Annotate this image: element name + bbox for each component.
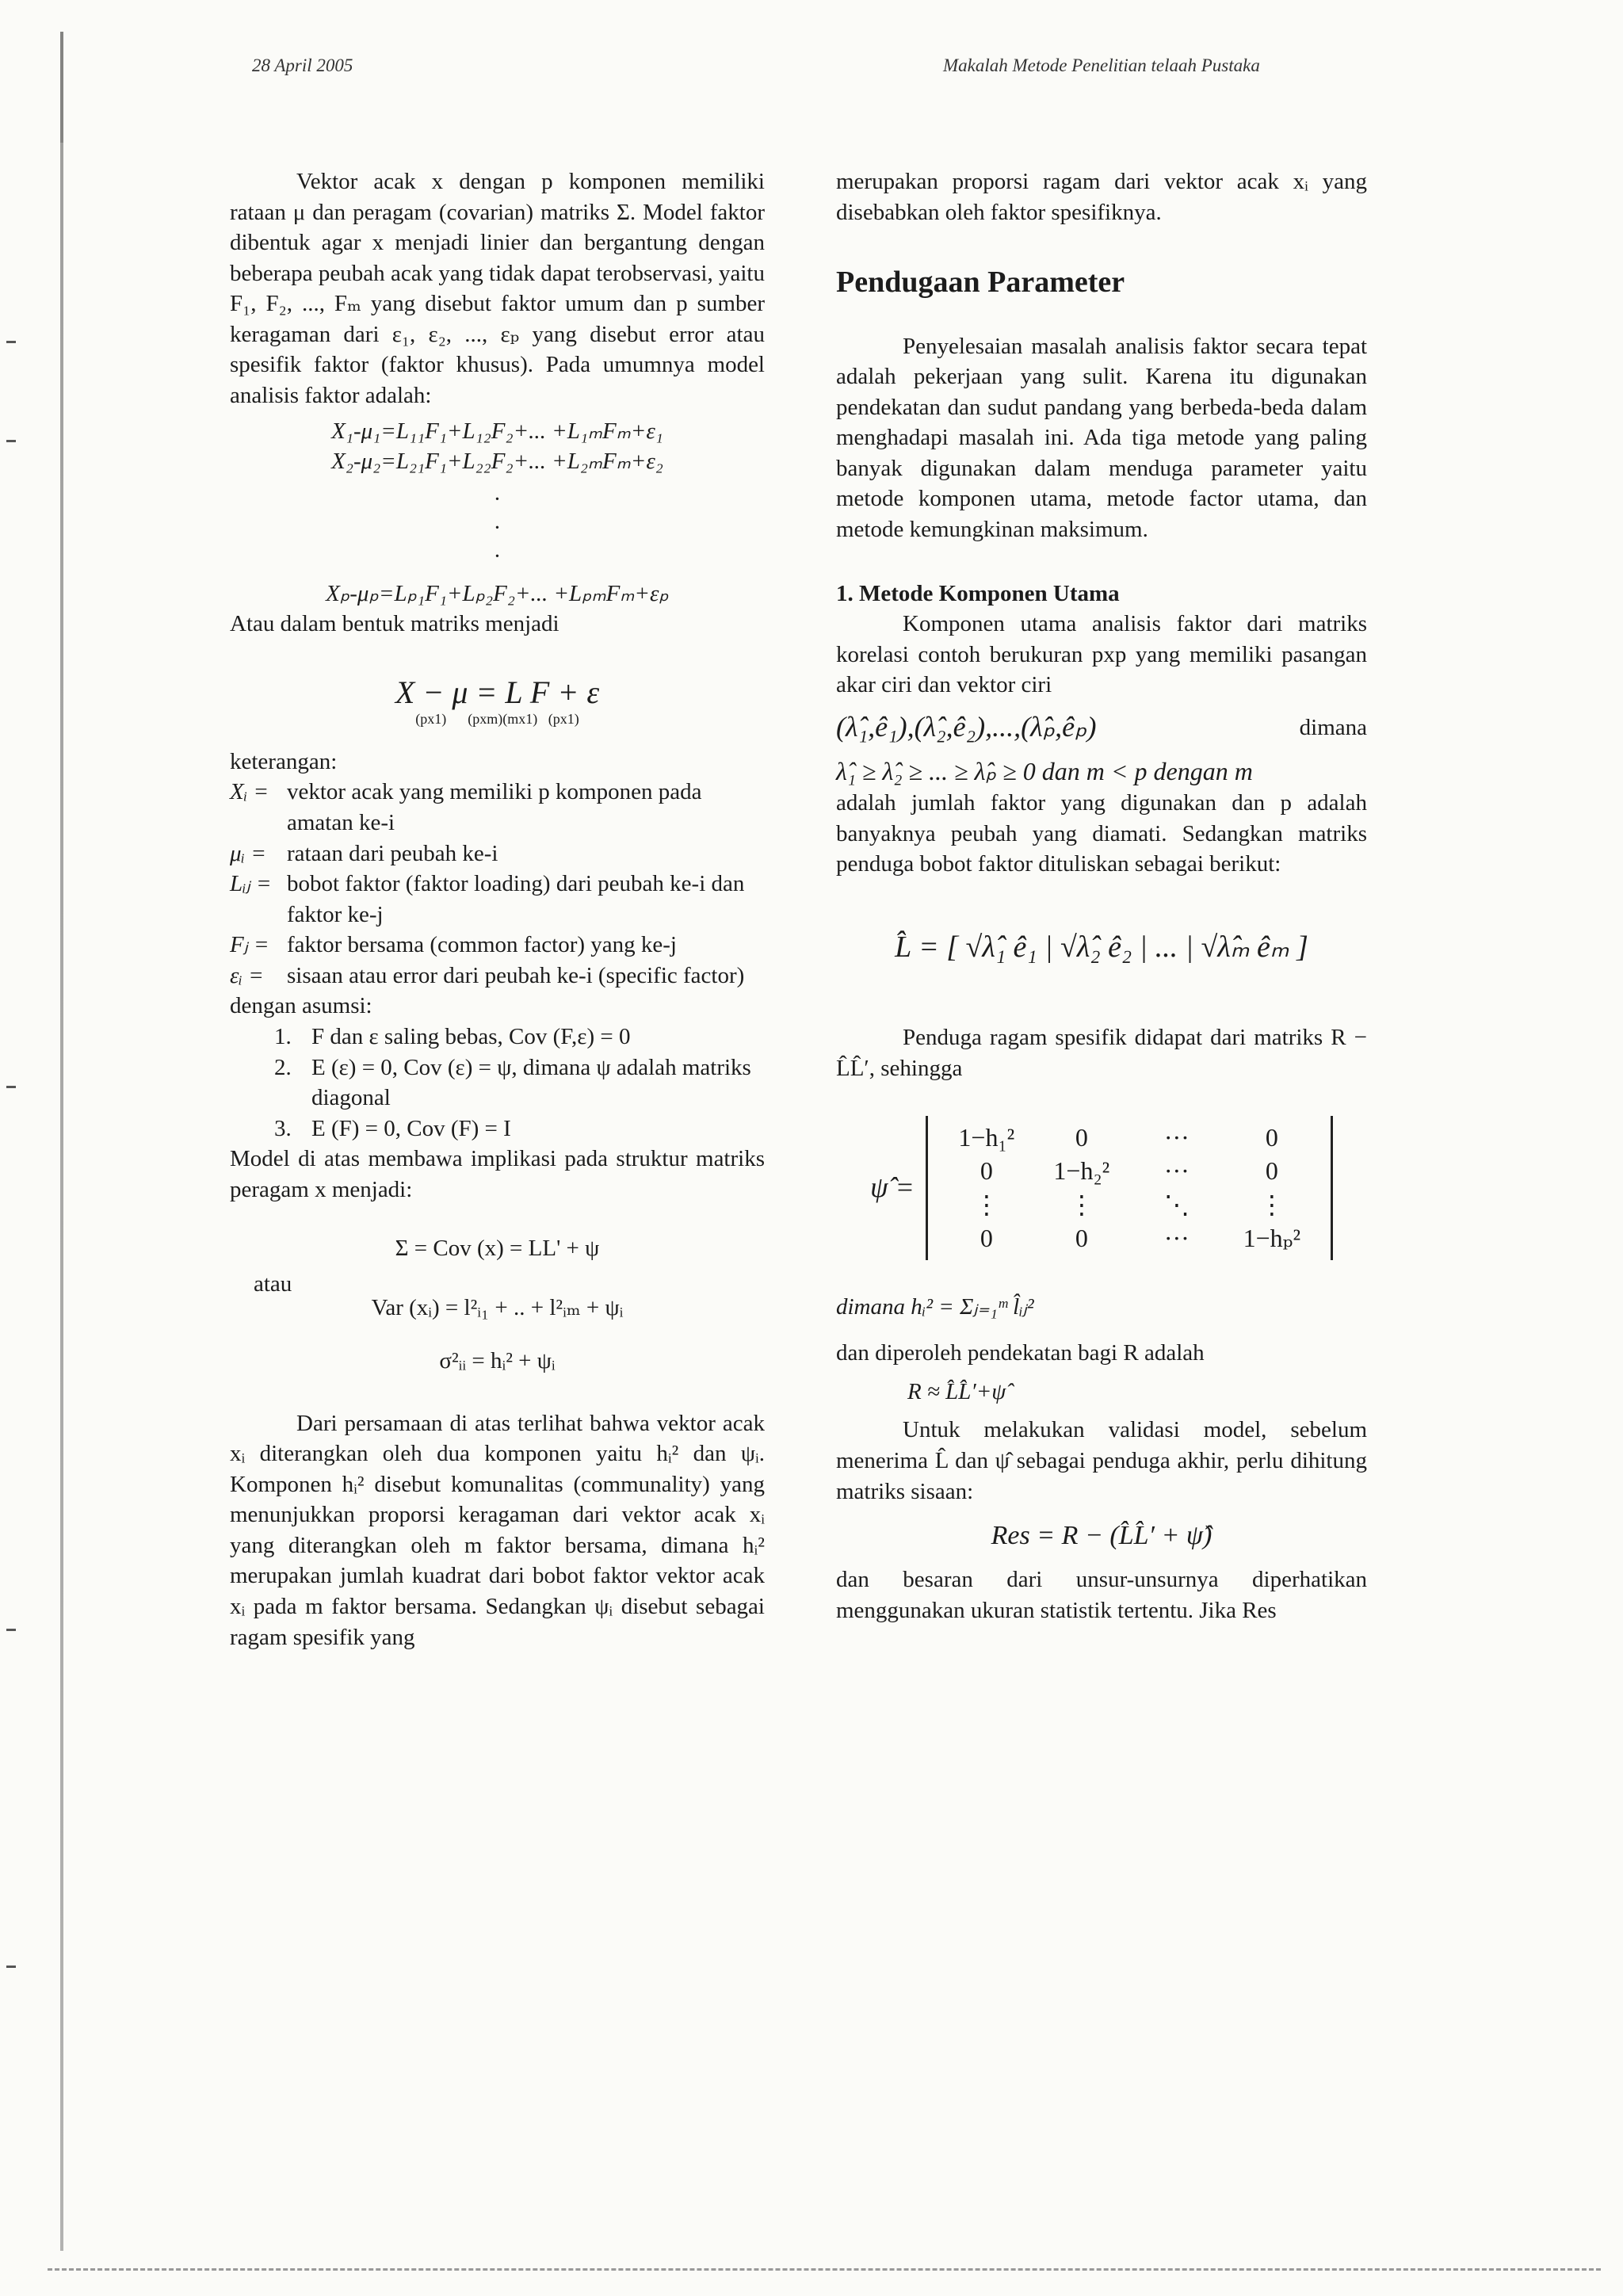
matrix-cell: ··· xyxy=(1163,1224,1190,1253)
right-column xyxy=(836,166,1367,1626)
definition: vektor acak yang memiliki p komponen pada amatan ke-i xyxy=(287,779,702,835)
definition-row xyxy=(230,839,765,869)
subsection-heading: 1. Metode Komponen Utama xyxy=(836,580,1120,606)
matrix-dimensions: (px1) (pxm)(mx1) (px1) xyxy=(415,710,579,727)
atau-label: atau xyxy=(254,1270,292,1297)
eigen-pairs: (λ̂₁,ê₁),(λ̂₂,ê₂),...,(λ̂ₚ,êₚ) xyxy=(836,710,1097,743)
matrix-cell: 0 xyxy=(980,1156,993,1186)
list-item: 2. E (ε) = 0, Cov (ε) = ψ, dimana ψ adalah matriks diagonal xyxy=(297,1052,765,1114)
paragraph: dan besaran dari unsur-unsurnya diperhatikan menggunakan ukuran statistik tertentu. Jika Res xyxy=(836,1567,1367,1623)
psi-label: ψ̂ = xyxy=(870,1171,915,1203)
vertical-dots: · · · xyxy=(493,486,502,569)
left-column xyxy=(230,166,765,1652)
symbol: εᵢ = xyxy=(230,962,264,988)
eigen-inequality: λ̂₁ ≥ λ̂₂ ≥ ... ≥ λ̂ₚ ≥ 0 dan m < p dengan m xyxy=(836,756,1253,785)
list-item: 3. E (F) = 0, Cov (F) = I xyxy=(297,1114,765,1144)
paragraph: adalah jumlah faktor yang digunakan dan p adalah banyaknya peubah yang diamati. Sedangkan matriks penduga bobot faktor dituliskan sebagai berikut: xyxy=(836,790,1367,877)
equation: X₂-μ₂=L₂₁F₁+L₂₂F₂+... +L₂ₘFₘ+ε₂ xyxy=(331,449,663,475)
matrix-cell: 0 xyxy=(1075,1224,1088,1253)
definition-row xyxy=(230,869,765,930)
matrix-cell: 1−h₂² xyxy=(1053,1156,1110,1186)
paragraph: Model di atas membawa implikasi pada struktur matriks peragam x menjadi: xyxy=(230,1146,765,1202)
section-heading: Pendugaan Parameter xyxy=(836,266,1125,300)
matrix-cell: ⋱ xyxy=(1163,1190,1190,1219)
matrix-cell: ⋮ xyxy=(1068,1190,1094,1219)
paragraph: Penyelesaian masalah analisis faktor secara tepat adalah pekerjaan yang sulit. Karena itu digunakan pendekatan dan sudut pandang yang berbeda-beda dalam menghadapi masalah ini. Ada tiga metode yang paling banyak digunakan dalam menduga parameter yaitu metode komponen utama, metode factor utama, dan metode kemungkinan maksimum. xyxy=(836,333,1367,543)
symbol: μᵢ = xyxy=(230,840,266,866)
matrix-cell: 0 xyxy=(1075,1122,1088,1152)
psi-matrix xyxy=(926,1116,1333,1260)
scan-binding-edge xyxy=(60,32,63,2251)
equation: X₁-μ₁=L₁₁F₁+L₁₂F₂+... +L₁ₘFₘ+ε₁ xyxy=(331,418,663,444)
matrix-cell: 1−h₁² xyxy=(958,1122,1015,1152)
matrix-cell: 0 xyxy=(1265,1122,1278,1152)
definition: sisaan atau error dari peubah ke-i (specific factor) xyxy=(287,962,745,988)
equation: Xₚ-μₚ=Lₚ₁F₁+Lₚ₂F₂+... +LₚₘFₘ+εₚ xyxy=(326,580,669,606)
matrix-cell: ⋮ xyxy=(1258,1190,1285,1219)
paragraph: dan diperoleh pendekatan bagi R adalah xyxy=(836,1340,1205,1366)
margin-mark xyxy=(6,341,16,343)
matrix-cell: ⋮ xyxy=(973,1190,999,1219)
header-title: Makalah Metode Penelitian telaah Pustaka xyxy=(943,55,1260,75)
definition: faktor bersama (common factor) yang ke-j xyxy=(287,932,677,958)
margin-mark xyxy=(6,1966,16,1968)
definition: bobot faktor (faktor loading) dari peubah ke-i dan faktor ke-j xyxy=(287,871,745,927)
matrix-cell: ··· xyxy=(1163,1156,1190,1186)
matrix-equation: X − μ = L F + ε xyxy=(395,674,600,710)
definition-row xyxy=(230,777,765,838)
matrix-cell: ··· xyxy=(1163,1122,1190,1152)
paragraph: Vektor acak x dengan p komponen memiliki rataan μ dan peragam (covarian) matriks Σ. Model faktor dibentuk agar x menjadi linier dan bergantung dengan beberapa peubah acak yang tidak dapat terobservasi, yaitu F₁, F₂, ..., Fₘ yang disebut faktor umum dan p sumber keragaman dari ε₁, ε₂, ..., εₚ yang disebut error atau spesifik faktor (faktor khusus). Pada umumnya model analisis faktor adalah: xyxy=(230,169,765,408)
loading-estimator: L̂ = [ √λ̂₁ ê₁ | √λ̂₂ ê₂ | ... | √λ̂ₘ êₘ ] xyxy=(895,930,1308,964)
assumption-list xyxy=(230,1022,765,1144)
definition-row xyxy=(230,930,765,961)
definition: rataan dari peubah ke-i xyxy=(287,840,498,866)
matrix-cell: 0 xyxy=(980,1224,993,1253)
residual-equation: Res = R − (L̂L̂′ + ψ̂) xyxy=(991,1521,1212,1551)
equation: Σ = Cov (x) = LL' + ψ xyxy=(395,1236,600,1262)
equation: σ²ᵢᵢ = hᵢ² + ψᵢ xyxy=(439,1348,556,1373)
margin-mark xyxy=(6,1086,16,1088)
paragraph: Untuk melakukan validasi model, sebelum menerima L̂ dan ψ̂ sebagai penduga akhir, perlu dihitung matriks sisaan: xyxy=(836,1417,1367,1504)
definition-row xyxy=(230,961,765,991)
paragraph: Komponen utama analisis faktor dari matriks korelasi contoh berukuran pxp yang memiliki pasangan akar ciri dan vektor ciri xyxy=(836,611,1367,698)
paragraph: merupakan proporsi ragam dari vektor acak xᵢ yang disebabkan oleh faktor spesifiknya. xyxy=(836,169,1367,225)
paragraph: Dari persamaan di atas terlihat bahwa vektor acak xᵢ diterangkan oleh dua komponen yaitu hᵢ² dan ψᵢ. Komponen hᵢ² disebut komunalitas (communality) yang menunjukkan proporsi keragaman dari vektor acak xᵢ yang diterangkan oleh m faktor bersama, dimana hᵢ² merupakan jumlah kuadrat dari bobot faktor vektor acak xᵢ pada m faktor bersama. Sedangkan ψᵢ disebut sebagai ragam spesifik yang xyxy=(230,1410,765,1650)
equation: R ≈ L̂L̂′+ψ̂ xyxy=(907,1378,1006,1404)
paragraph: Penduga ragam spesifik didapat dari matriks R − L̂L̂′, sehingga xyxy=(836,1025,1367,1082)
symbol: Xᵢ = xyxy=(230,779,269,805)
asumsi-label: dengan asumsi: xyxy=(230,993,372,1019)
symbol: Fⱼ = xyxy=(230,932,269,958)
communality-equation: dimana hᵢ² = Σⱼ₌₁ᵐ l̂ᵢⱼ² xyxy=(836,1293,1034,1320)
margin-mark xyxy=(6,440,16,442)
page-bottom-rule xyxy=(48,2268,1601,2271)
symbol: Lᵢⱼ = xyxy=(230,871,272,897)
list-item: 1. F dan ε saling bebas, Cov (F,ε) = 0 xyxy=(297,1022,765,1052)
matrix-cell: 1−hₚ² xyxy=(1243,1224,1301,1253)
psi-matrix-block xyxy=(836,1116,1367,1260)
dimana-label: dimana xyxy=(1299,714,1367,740)
keterangan-label: keterangan: xyxy=(230,748,338,774)
paragraph: Atau dalam bentuk matriks menjadi xyxy=(230,611,559,637)
equation: Var (xᵢ) = l²ᵢ₁ + .. + l²ᵢₘ + ψᵢ xyxy=(371,1295,624,1321)
matrix-cell: 0 xyxy=(1265,1156,1278,1186)
header-date: 28 April 2005 xyxy=(252,55,353,75)
margin-mark xyxy=(6,1629,16,1631)
